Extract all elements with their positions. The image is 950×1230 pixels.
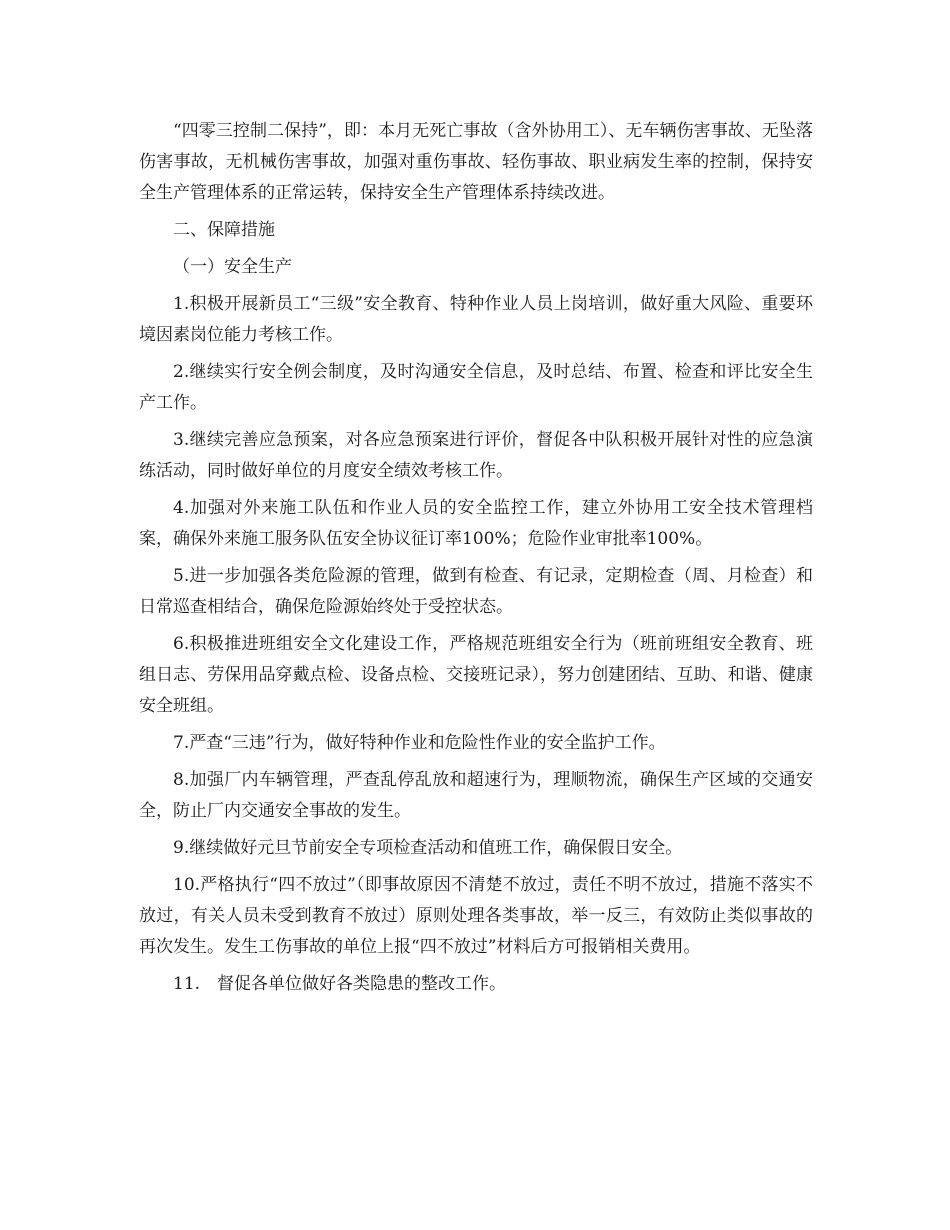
list-item-4: 4.加强对外来施工队伍和作业人员的安全监控工作，建立外协用工安全技术管理档案，确保外来施工服务队伍安全协议征订率100%；危险作业审批率100%。	[139, 498, 813, 549]
list-item-10: 10.严格执行“四不放过”（即事故原因不清楚不放过，责任不明不放过，措施不落实不放过，有关人员未受到教育不放过）原则处理各类事故，举一反三，有效防止类似事故的再次发生。发生工伤事故的单位上报“四不放过”材料后方可报销相关费用。	[139, 875, 813, 957]
document-page	[139, 116, 813, 1006]
list-item-9: 9.继续做好元旦节前安全专项检查活动和值班工作，确保假日安全。	[173, 838, 683, 858]
list-item-11: 11. 督促各单位做好各类隐患的整改工作。	[173, 974, 507, 994]
list-item-6: 6.积极推进班组安全文化建设工作，严格规范班组安全行为（班前班组安全教育、班组日志、劳保用品穿戴点检、设备点检、交接班记录），努力创建团结、互助、和谐、健康安全班组。	[139, 634, 813, 716]
list-item-3: 3.继续完善应急预案，对各应急预案进行评价，督促各中队积极开展针对性的应急演练活动，同时做好单位的月度安全绩效考核工作。	[139, 430, 813, 481]
section-heading-measures: 二、保障措施	[173, 220, 275, 240]
list-item-2: 2.继续实行安全例会制度，及时沟通安全信息，及时总结、布置、检查和评比安全生产工作。	[139, 362, 813, 413]
list-item-1: 1.积极开展新员工“三级”安全教育、特种作业人员上岗培训，做好重大风险、重要环境因素岗位能力考核工作。	[139, 294, 813, 345]
paragraph-goal-summary: “四零三控制二保持”，即：本月无死亡事故（含外协用工）、无车辆伤害事故、无坠落伤害事故，无机械伤害事故，加强对重伤事故、轻伤事故、职业病发生率的控制，保持安全生产管理体系的正常运转，保持安全生产管理体系持续改进。	[139, 121, 813, 203]
list-item-8: 8.加强厂内车辆管理，严查乱停乱放和超速行为，理顺物流，确保生产区域的交通安全，防止厂内交通安全事故的发生。	[139, 770, 813, 821]
list-item-7: 7.严查“三违”行为，做好特种作业和危险性作业的安全监护工作。	[173, 733, 666, 753]
list-item-5: 5.进一步加强各类危险源的管理，做到有检查、有记录，定期检查（周、月检查）和日常巡查相结合，确保危险源始终处于受控状态。	[139, 566, 813, 617]
subsection-heading-safety: （一）安全生产	[173, 257, 292, 277]
